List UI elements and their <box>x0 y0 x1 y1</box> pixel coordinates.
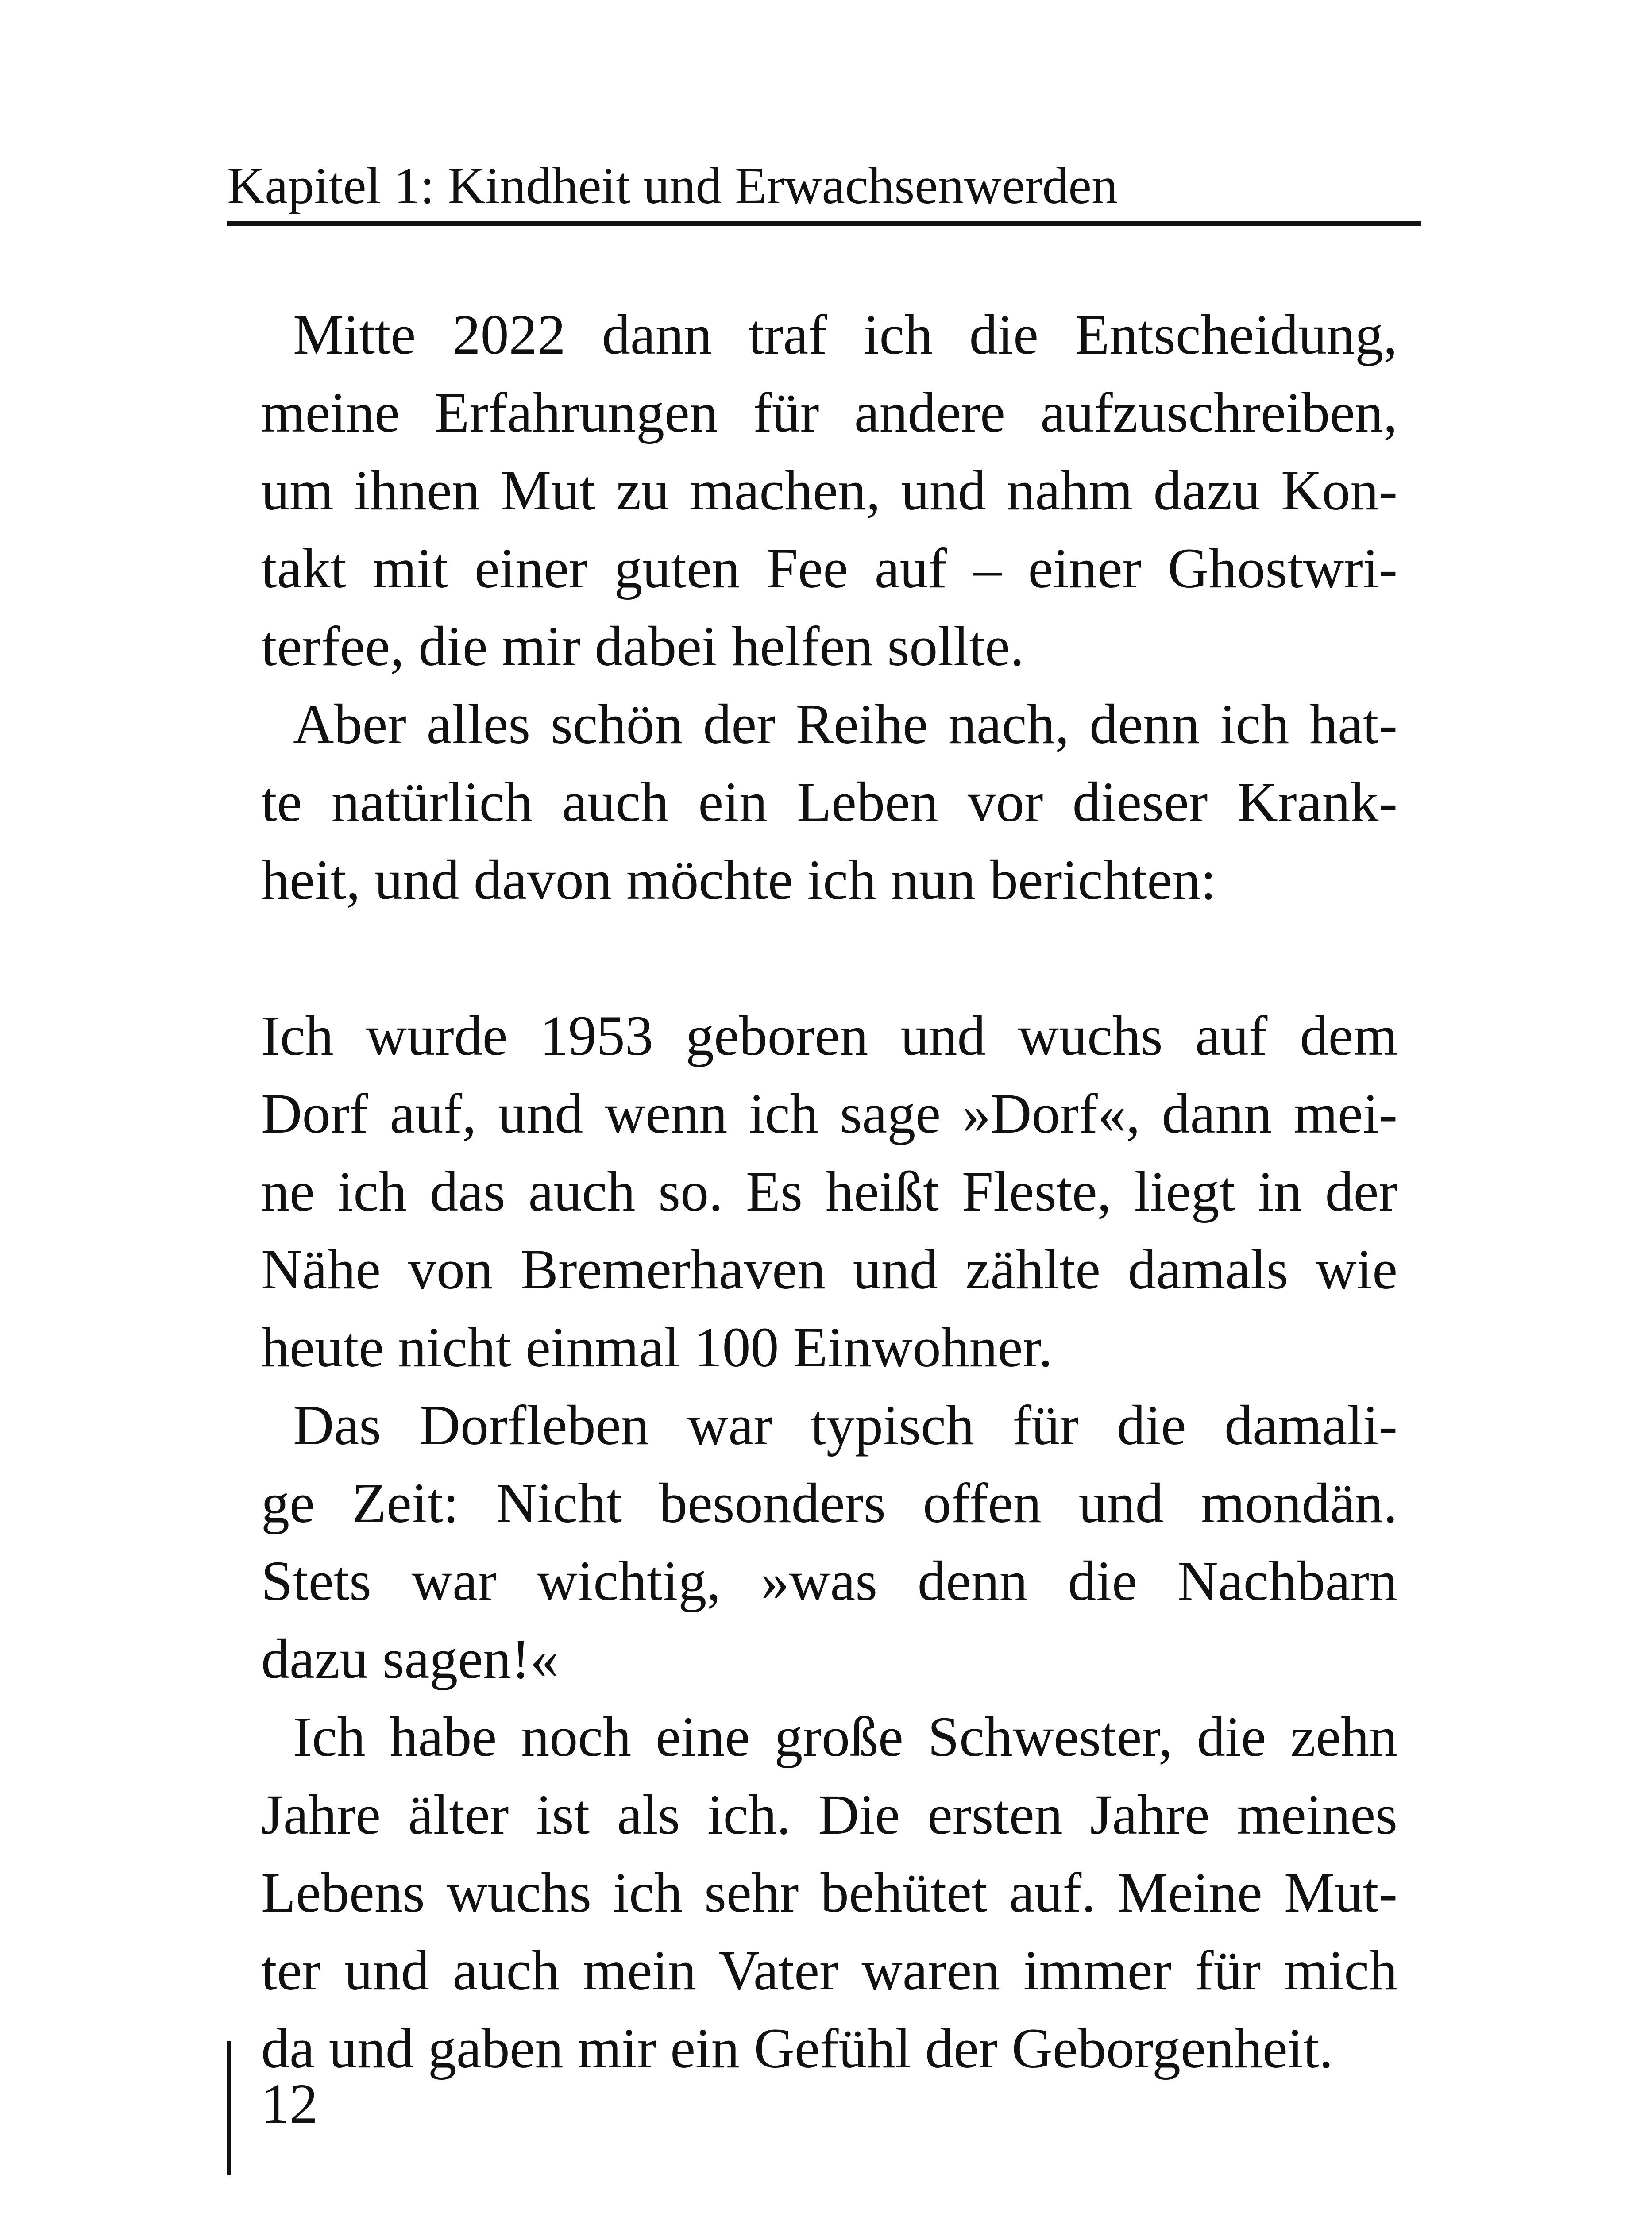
paragraph <box>261 997 1397 1386</box>
text-line: ge Zeit: Nicht besonders offen und mondän. <box>261 1472 1397 1534</box>
text-line: takt mit einer guten Fee auf – einer Ghostwri- <box>261 537 1397 600</box>
text-line: ne ich das auch so. Es heißt Fleste, liegt in der <box>261 1160 1397 1223</box>
text-line: te natürlich auch ein Leben vor dieser Krank- <box>261 771 1397 833</box>
text-line: Das Dorfleben war typisch für die damali- <box>293 1394 1397 1457</box>
text-line: Stets war wichtig, »was denn die Nachbarn <box>261 1550 1397 1612</box>
chapter-header: Kapitel 1: Kindheit und Erwachsenwerden <box>227 157 1118 215</box>
text-line: Lebens wuchs ich sehr behütet auf. Meine Mut- <box>261 1861 1397 1924</box>
paragraph <box>261 1386 1397 1698</box>
text-line: Mitte 2022 dann traf ich die Entscheidung, <box>293 303 1397 366</box>
text-line: da und gaben mir ein Gefühl der Geborgenheit. <box>261 2017 1333 2080</box>
text-line: dazu sagen!« <box>261 1627 559 1690</box>
text-line: meine Erfahrungen für andere aufzuschreiben, <box>261 381 1397 444</box>
text-line: heute nicht einmal 100 Einwohner. <box>261 1316 1053 1379</box>
text-line: Ich habe noch eine große Schwester, die zehn <box>293 1705 1397 1768</box>
paragraph <box>261 1698 1397 2087</box>
page-body <box>261 296 1397 2087</box>
text-line: ter und auch mein Vater waren immer für mich <box>261 1939 1397 2002</box>
header-divider <box>227 221 1421 226</box>
section-break <box>261 919 1397 997</box>
text-line: Jahre älter ist als ich. Die ersten Jahre meines <box>261 1783 1397 1846</box>
text-line: Ich wurde 1953 geboren und wuchs auf dem <box>261 1004 1397 1067</box>
text-line: heit, und davon möchte ich nun berichten: <box>261 848 1216 911</box>
page-number-rule <box>227 2041 231 2175</box>
text-line: Aber alles schön der Reihe nach, denn ich hat- <box>293 693 1397 756</box>
text-line: Dorf auf, und wenn ich sage »Dorf«, dann mei- <box>261 1082 1397 1145</box>
text-line: um ihnen Mut zu machen, und nahm dazu Kon- <box>261 459 1397 522</box>
text-line: terfee, die mir dabei helfen sollte. <box>261 615 1024 678</box>
text-line: Nähe von Bremerhaven und zählte damals wie <box>261 1238 1397 1301</box>
paragraph <box>261 296 1397 685</box>
page-number: 12 <box>261 2072 318 2135</box>
paragraph <box>261 685 1397 919</box>
